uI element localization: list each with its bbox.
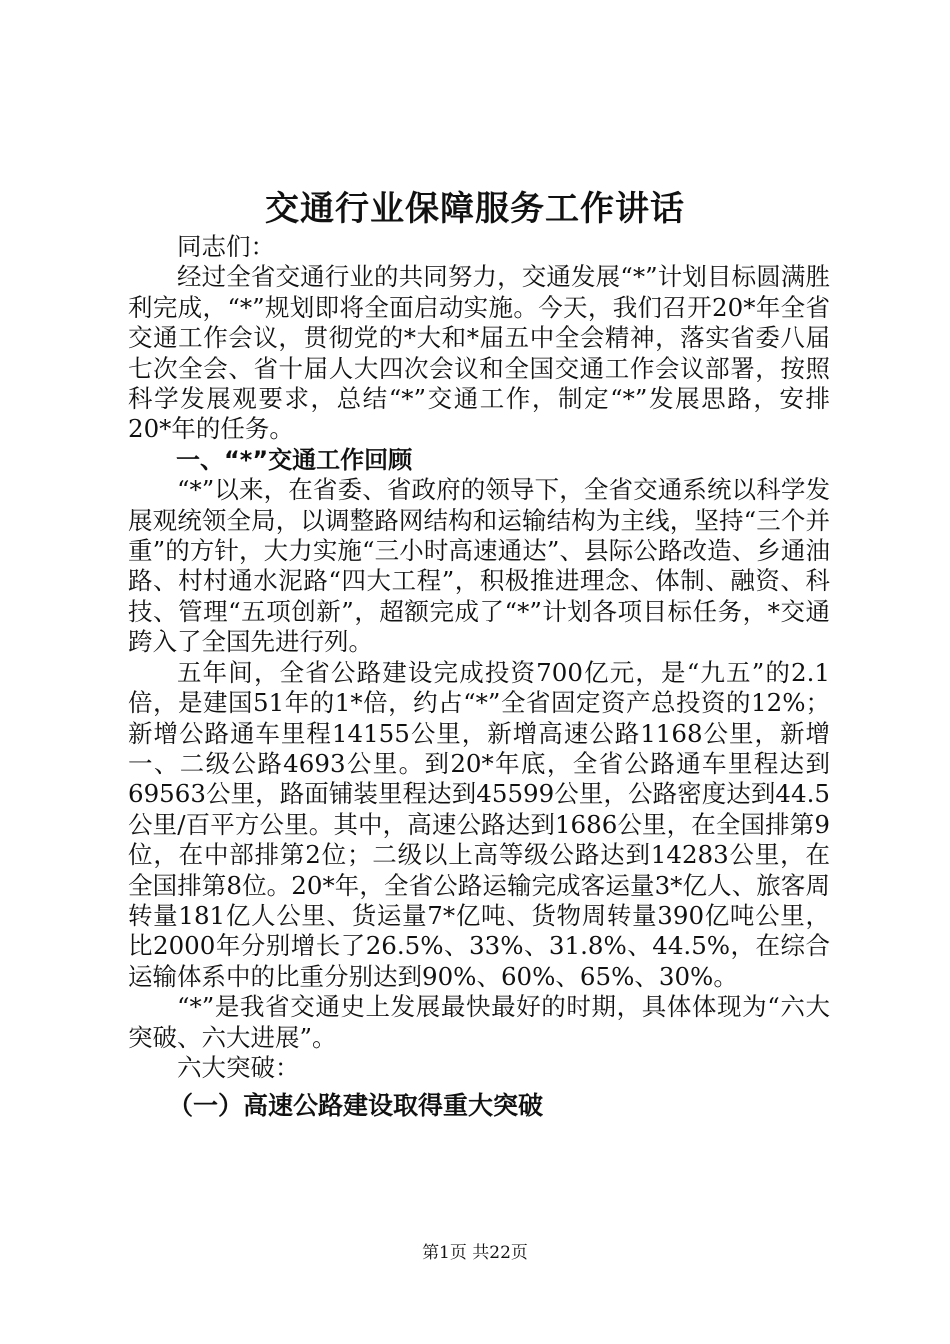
breakthroughs-label: 六大突破： <box>177 1052 300 1082</box>
page-footer: 第1页 共22页 <box>422 1243 528 1263</box>
intro-paragraph: 经过全省交通行业的共同努力，交通发展“*”计划目标圆满胜利完成，“*”规划即将全面启动实施。今天，我们召开20*年全省交通工作会议，贯彻党的*大和*届五中全会精神，落实省委八届七次全会、省十届人大四次会议和全国交通工作会议部署，按照科学发展观要求，总结“*”交通工作，制定“*”发展思路，安排20*年的任务。 <box>128 262 830 444</box>
statistics-paragraph: 五年间，全省公路建设完成投资700亿元，是“九五”的2.1倍，是建国51年的1*倍，约占“*”全省固定资产总投资的12%；新增公路通车里程14155公里，新增高速公路1168公里，新增一、二级公路4693公里。到20*年底，全省公路通车里程达到69563公里，路面铺装里程达到45599公里，公路密度达到44.5公里/百平方公里。其中，高速公路达到1686公里，在全国排第9位，在中部排第2位；二级以上高等级公路达到14283公里，在全国排第8位。20*年，全省公路运输完成客运量3*亿人、旅客周转量181亿人公里、货运量7*亿吨、货物周转量390亿吨公里，比2000年分别增长了26.5%、33%、31.8%、44.5%，在综合运输体系中的比重分别达到90%、60%、65%、30%。 <box>128 657 830 991</box>
subsection-heading: （一）高速公路建设取得重大突破 <box>168 1091 544 1121</box>
document-title: 交通行业保障服务工作讲话 <box>265 189 685 229</box>
section-heading: 一、“*”交通工作回顾 <box>176 445 413 474</box>
summary-paragraph: “*”是我省交通史上发展最快最好的时期，具体体现为“六大突破、六大进展”。 <box>128 992 830 1052</box>
review-paragraph: “*”以来，在省委、省政府的领导下，全省交通系统以科学发展观统领全局，以调整路网结构和运输结构为主线，坚持“三个并重”的方针，大力实施“三小时高速通达”、县际公路改造、乡通油路、村村通水泥路“四大工程”，积极推进理念、体制、融资、科技、管理“五项创新”，超额完成了“*”计划各项目标任务，*交通跨入了全国先进行列。 <box>128 475 830 657</box>
document-body <box>128 232 830 1129</box>
salutation-paragraph: 同志们： <box>177 232 275 261</box>
